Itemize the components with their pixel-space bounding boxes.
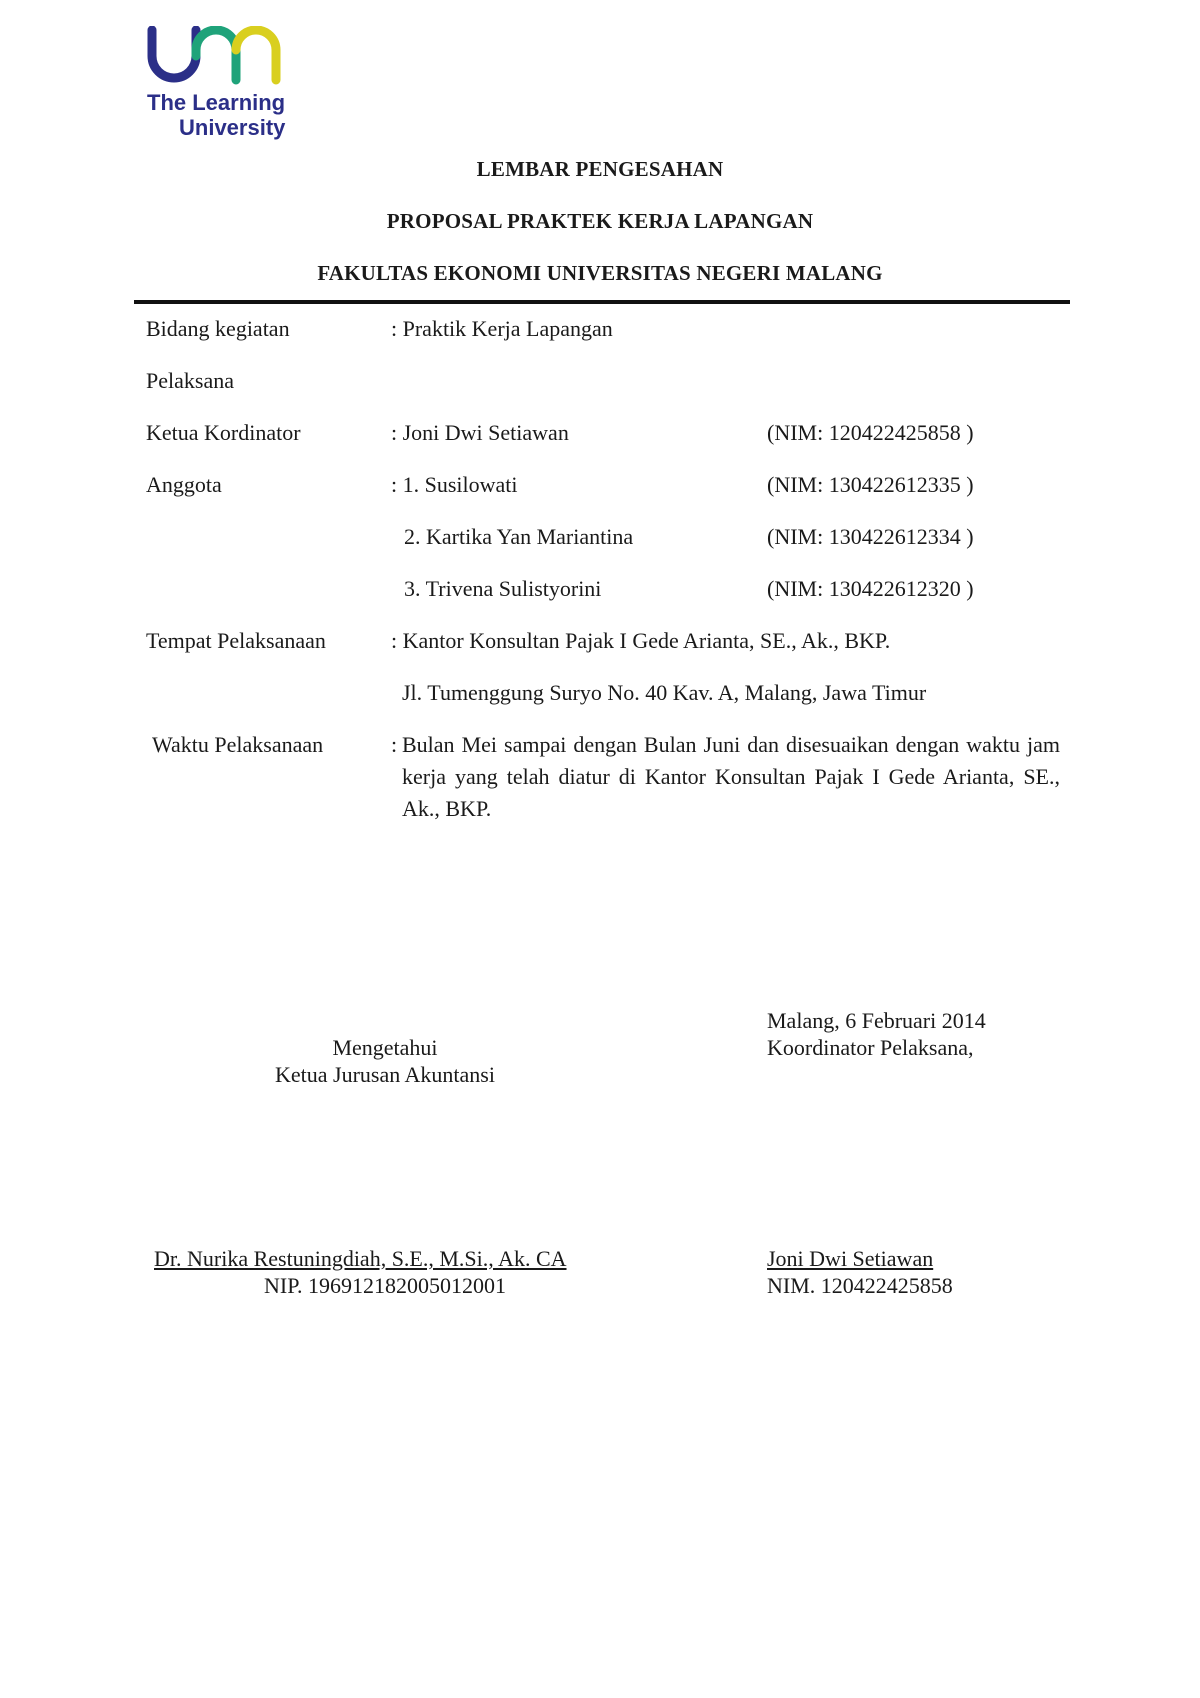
anggota-2-name: 2. Kartika Yan Mariantina — [404, 524, 634, 549]
ketua-label: Ketua Kordinator — [146, 420, 301, 445]
header-divider — [134, 300, 1070, 304]
um-logo-mark-icon — [146, 26, 286, 86]
title-proposal: PROPOSAL PRAKTEK KERJA LAPANGAN — [386, 209, 814, 233]
anggota-3-nim: (NIM: 130422612320 ) — [767, 576, 974, 601]
tempat-line1: : Kantor Konsultan Pajak I Gede Arianta, SE., Ak., BKP. — [391, 628, 891, 653]
anggota-1-nim: (NIM: 130422612335 ) — [767, 472, 974, 497]
place-date: Malang, 6 Februari 2014 — [767, 1008, 986, 1033]
anggota-3-name: 3. Trivena Sulistyorini — [404, 576, 602, 601]
left-role: Ketua Jurusan Akuntansi — [275, 1062, 495, 1087]
logo-text-line1: The Learning — [147, 90, 286, 115]
bidang-value: : Praktik Kerja Lapangan — [391, 316, 613, 341]
anggota-label: Anggota — [146, 472, 222, 497]
anggota-2-nim: (NIM: 130422612334 ) — [767, 524, 974, 549]
right-signatory-name: Joni Dwi Setiawan — [767, 1246, 934, 1271]
title-fakultas: FAKULTAS EKONOMI UNIVERSITAS NEGERI MALANG — [317, 261, 883, 285]
waktu-label: Waktu Pelaksanaan — [152, 732, 324, 757]
left-signatory-name: Dr. Nurika Restuningdiah, S.E., M.Si., Ak. CA — [154, 1246, 567, 1271]
right-signatory-nim: NIM. 120422425858 — [767, 1273, 953, 1298]
logo-text-line2: University — [179, 115, 286, 140]
ketua-nim: (NIM: 120422425858 ) — [767, 420, 974, 445]
left-signatory-nip: NIP. 196912182005012001 — [263, 1273, 506, 1298]
right-role: Koordinator Pelaksana, — [767, 1035, 974, 1060]
ketua-value: : Joni Dwi Setiawan — [391, 420, 569, 445]
anggota-1-name: : 1. Susilowati — [391, 472, 518, 497]
university-logo — [146, 26, 296, 86]
waktu-value: Bulan Mei sampai dengan Bulan Juni dan disesuaikan dengan waktu jam kerja yang telah diatur di Kantor Konsultan Pajak I Gede Arianta, SE., Ak., BKP. — [402, 732, 1060, 821]
pelaksana-label: Pelaksana — [146, 368, 234, 393]
waktu-colon: : — [391, 732, 398, 757]
tempat-line2: Jl. Tumenggung Suryo No. 40 Kav. A, Malang, Jawa Timur — [402, 680, 927, 705]
left-known: Mengetahui — [332, 1035, 438, 1060]
bidang-label: Bidang kegiatan — [146, 316, 290, 341]
tempat-label: Tempat Pelaksanaan — [146, 628, 326, 653]
title-lembar: LEMBAR PENGESAHAN — [476, 157, 724, 181]
